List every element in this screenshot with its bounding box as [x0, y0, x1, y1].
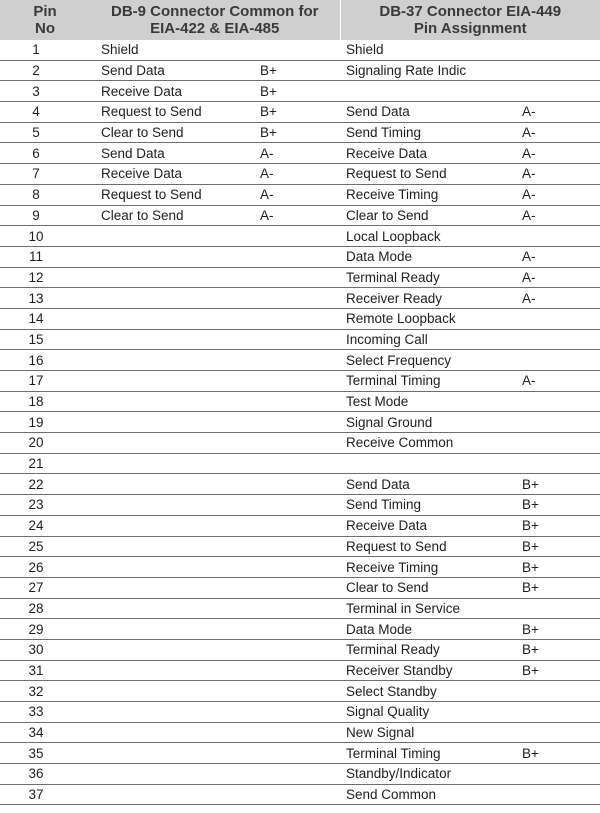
db9-connector-header [90, 0, 340, 40]
db9-polarity-cell [250, 453, 340, 474]
pin-number-cell: 10 [0, 226, 90, 247]
db9-signal-cell [90, 246, 250, 267]
db37-signal-cell: Terminal Ready [340, 267, 518, 288]
db9-signal-cell [90, 557, 250, 578]
pin-number-cell: 29 [0, 619, 90, 640]
db37-polarity-cell: A- [518, 246, 600, 267]
pin-number-cell: 17 [0, 371, 90, 392]
pin-number-cell: 12 [0, 267, 90, 288]
db9-signal-cell: Clear to Send [90, 205, 250, 226]
table-row [0, 660, 600, 681]
pin-number-cell: 19 [0, 412, 90, 433]
db37-polarity-cell [518, 453, 600, 474]
pin-number-cell: 21 [0, 453, 90, 474]
db9-signal-cell [90, 577, 250, 598]
db37-signal-cell: Remote Loopback [340, 308, 518, 329]
db37-signal-cell: Request to Send [340, 536, 518, 557]
db37-polarity-cell: B+ [518, 557, 600, 578]
db37-signal-cell [340, 81, 518, 102]
pin-number-cell: 9 [0, 205, 90, 226]
db37-signal-cell: Request to Send [340, 164, 518, 185]
db9-signal-cell: Shield [90, 40, 250, 60]
db37-signal-cell: Clear to Send [340, 205, 518, 226]
db9-polarity-cell: A- [250, 205, 340, 226]
db37-polarity-cell [518, 350, 600, 371]
db37-signal-cell: Receiver Standby [340, 660, 518, 681]
db37-connector-header [340, 0, 600, 40]
db9-polarity-cell [250, 577, 340, 598]
pin-number-cell: 22 [0, 474, 90, 495]
db9-signal-cell [90, 433, 250, 454]
db37-signal-cell: Send Timing [340, 495, 518, 516]
db9-polarity-cell [250, 226, 340, 247]
db9-signal-cell [90, 619, 250, 640]
pin-number-cell: 7 [0, 164, 90, 185]
db37-polarity-cell: B+ [518, 577, 600, 598]
db37-polarity-cell: B+ [518, 536, 600, 557]
db37-polarity-cell: A- [518, 102, 600, 123]
table-row [0, 122, 600, 143]
table-row [0, 515, 600, 536]
db37-polarity-cell: B+ [518, 474, 600, 495]
pin-number-cell: 31 [0, 660, 90, 681]
pin-number-cell: 4 [0, 102, 90, 123]
db9-polarity-cell [250, 495, 340, 516]
pin-number-cell: 1 [0, 40, 90, 60]
db37-polarity-cell [518, 412, 600, 433]
pin-number-cell: 5 [0, 122, 90, 143]
pin-number-cell: 16 [0, 350, 90, 371]
pin-number-cell: 32 [0, 681, 90, 702]
table-row [0, 40, 600, 60]
table-row [0, 308, 600, 329]
db37-polarity-cell: A- [518, 164, 600, 185]
table-row [0, 474, 600, 495]
pin-number-cell: 2 [0, 60, 90, 81]
pin-number-cell: 13 [0, 288, 90, 309]
db9-polarity-cell [250, 474, 340, 495]
db9-polarity-cell: B+ [250, 102, 340, 123]
db9-signal-cell [90, 308, 250, 329]
pin-number-cell: 23 [0, 495, 90, 516]
db9-polarity-cell [250, 433, 340, 454]
db37-signal-cell: Terminal in Service [340, 598, 518, 619]
db37-signal-cell [340, 453, 518, 474]
pin-number-cell: 28 [0, 598, 90, 619]
table-row [0, 391, 600, 412]
db37-signal-cell: Signal Ground [340, 412, 518, 433]
db37-signal-cell: Select Frequency [340, 350, 518, 371]
db37-polarity-cell: A- [518, 267, 600, 288]
db37-signal-cell: Incoming Call [340, 329, 518, 350]
db9-polarity-cell [250, 743, 340, 764]
db9-signal-cell [90, 660, 250, 681]
db37-connector-header-text: DB-37 Connector EIA-449 Pin Assignment [379, 3, 562, 37]
table-row [0, 205, 600, 226]
db37-polarity-cell [518, 598, 600, 619]
table-row [0, 702, 600, 723]
db37-signal-cell: Data Mode [340, 246, 518, 267]
db37-signal-cell: Local Loopback [340, 226, 518, 247]
db37-signal-cell: Receive Timing [340, 184, 518, 205]
db9-polarity-cell [250, 598, 340, 619]
table-row [0, 102, 600, 123]
db37-signal-cell: Clear to Send [340, 577, 518, 598]
db37-signal-cell: Receive Data [340, 515, 518, 536]
db9-signal-cell: Request to Send [90, 102, 250, 123]
pin-number-cell: 24 [0, 515, 90, 536]
db9-polarity-cell [250, 371, 340, 392]
db37-polarity-cell: B+ [518, 495, 600, 516]
db9-signal-cell [90, 722, 250, 743]
db37-polarity-cell [518, 681, 600, 702]
pin-number-cell: 35 [0, 743, 90, 764]
db9-signal-cell [90, 288, 250, 309]
table-row [0, 557, 600, 578]
table-row [0, 371, 600, 392]
pin-number-cell: 27 [0, 577, 90, 598]
db9-signal-cell [90, 515, 250, 536]
pin-number-cell: 34 [0, 722, 90, 743]
db9-signal-cell [90, 371, 250, 392]
db37-polarity-cell [518, 702, 600, 723]
db37-signal-cell: Terminal Ready [340, 639, 518, 660]
db9-polarity-cell [250, 536, 340, 557]
pin-number-cell: 25 [0, 536, 90, 557]
db37-polarity-cell: A- [518, 205, 600, 226]
db9-signal-cell [90, 412, 250, 433]
table-row [0, 577, 600, 598]
db9-polarity-cell: A- [250, 143, 340, 164]
db37-polarity-cell [518, 60, 600, 81]
db9-signal-cell: Request to Send [90, 184, 250, 205]
table-row [0, 495, 600, 516]
db37-polarity-cell [518, 329, 600, 350]
pin-number-cell: 8 [0, 184, 90, 205]
db37-signal-cell: Send Timing [340, 122, 518, 143]
db9-signal-cell [90, 350, 250, 371]
db9-signal-cell [90, 743, 250, 764]
db37-signal-cell: Terminal Timing [340, 743, 518, 764]
table-row [0, 60, 600, 81]
db9-polarity-cell [250, 288, 340, 309]
db9-signal-cell: Send Data [90, 60, 250, 81]
db37-polarity-cell [518, 764, 600, 785]
db9-polarity-cell [250, 350, 340, 371]
db37-signal-cell: Receiver Ready [340, 288, 518, 309]
db9-signal-cell: Send Data [90, 143, 250, 164]
db37-signal-cell: Shield [340, 40, 518, 60]
db9-polarity-cell [250, 267, 340, 288]
db37-polarity-cell: A- [518, 288, 600, 309]
table-row [0, 164, 600, 185]
table-row [0, 81, 600, 102]
table-row [0, 184, 600, 205]
db9-connector-header-text: DB-9 Connector Common for EIA-422 & EIA-485 [111, 3, 319, 37]
db9-polarity-cell: A- [250, 184, 340, 205]
table-row [0, 743, 600, 764]
pin-number-cell: 37 [0, 784, 90, 805]
db37-polarity-cell [518, 391, 600, 412]
db9-polarity-cell [250, 619, 340, 640]
db9-signal-cell [90, 536, 250, 557]
db37-polarity-cell [518, 308, 600, 329]
db9-signal-cell [90, 391, 250, 412]
db37-signal-cell: Standby/Indicator [340, 764, 518, 785]
db37-polarity-cell: B+ [518, 515, 600, 536]
db9-signal-cell: Receive Data [90, 164, 250, 185]
db9-polarity-cell: B+ [250, 81, 340, 102]
db9-polarity-cell [250, 660, 340, 681]
db37-signal-cell: Send Data [340, 474, 518, 495]
pin-number-cell: 33 [0, 702, 90, 723]
db37-signal-cell: New Signal [340, 722, 518, 743]
db37-polarity-cell: A- [518, 371, 600, 392]
table-row [0, 639, 600, 660]
db37-signal-cell: Receive Common [340, 433, 518, 454]
table-row [0, 143, 600, 164]
db37-polarity-cell [518, 722, 600, 743]
db37-signal-cell: Signal Quality [340, 702, 518, 723]
db9-signal-cell [90, 784, 250, 805]
db9-polarity-cell [250, 308, 340, 329]
db37-signal-cell: Terminal Timing [340, 371, 518, 392]
db9-polarity-cell [250, 40, 340, 60]
db9-signal-cell [90, 764, 250, 785]
db9-polarity-cell: A- [250, 164, 340, 185]
db37-polarity-cell [518, 433, 600, 454]
pin-number-cell: 36 [0, 764, 90, 785]
db37-polarity-cell [518, 81, 600, 102]
db37-polarity-cell: B+ [518, 660, 600, 681]
db9-polarity-cell [250, 784, 340, 805]
header-row [0, 0, 600, 40]
db37-signal-cell: Signaling Rate Indic [340, 60, 518, 81]
db9-polarity-cell [250, 246, 340, 267]
db9-polarity-cell [250, 702, 340, 723]
db9-signal-cell [90, 329, 250, 350]
table-row [0, 764, 600, 785]
db9-polarity-cell [250, 515, 340, 536]
table-row [0, 329, 600, 350]
db37-signal-cell: Receive Timing [340, 557, 518, 578]
db9-signal-cell [90, 453, 250, 474]
pin-number-header-text: Pin No [33, 3, 57, 37]
db9-signal-cell [90, 226, 250, 247]
db37-polarity-cell: A- [518, 184, 600, 205]
table-row [0, 433, 600, 454]
db9-polarity-cell [250, 391, 340, 412]
db37-signal-cell: Test Mode [340, 391, 518, 412]
db37-polarity-cell: B+ [518, 639, 600, 660]
db9-polarity-cell [250, 412, 340, 433]
pin-number-cell: 6 [0, 143, 90, 164]
db9-signal-cell [90, 681, 250, 702]
table-row [0, 288, 600, 309]
pin-number-cell: 18 [0, 391, 90, 412]
db37-signal-cell: Select Standby [340, 681, 518, 702]
db9-signal-cell [90, 474, 250, 495]
table-row [0, 453, 600, 474]
db9-polarity-cell: B+ [250, 122, 340, 143]
table-row [0, 226, 600, 247]
pin-number-cell: 11 [0, 246, 90, 267]
pin-number-cell: 26 [0, 557, 90, 578]
db37-polarity-cell: B+ [518, 619, 600, 640]
table-row [0, 267, 600, 288]
db9-signal-cell: Clear to Send [90, 122, 250, 143]
db37-signal-cell: Receive Data [340, 143, 518, 164]
table-row [0, 246, 600, 267]
db9-signal-cell [90, 495, 250, 516]
table-row [0, 536, 600, 557]
db9-polarity-cell [250, 764, 340, 785]
db9-signal-cell [90, 267, 250, 288]
db37-polarity-cell [518, 40, 600, 60]
pin-number-header [0, 0, 90, 40]
db9-signal-cell: Receive Data [90, 81, 250, 102]
db37-signal-cell: Send Data [340, 102, 518, 123]
db37-polarity-cell: A- [518, 122, 600, 143]
table-row [0, 619, 600, 640]
db37-signal-cell: Data Mode [340, 619, 518, 640]
db37-signal-cell: Send Common [340, 784, 518, 805]
table-row [0, 350, 600, 371]
pin-number-cell: 15 [0, 329, 90, 350]
db9-signal-cell [90, 639, 250, 660]
db37-polarity-cell [518, 226, 600, 247]
db9-polarity-cell [250, 329, 340, 350]
db9-polarity-cell [250, 722, 340, 743]
db37-polarity-cell: A- [518, 143, 600, 164]
db9-polarity-cell [250, 557, 340, 578]
db9-signal-cell [90, 598, 250, 619]
table-row [0, 598, 600, 619]
db37-polarity-cell [518, 784, 600, 805]
table-row [0, 722, 600, 743]
db9-polarity-cell [250, 639, 340, 660]
pin-number-cell: 14 [0, 308, 90, 329]
table-row [0, 784, 600, 805]
pin-number-cell: 30 [0, 639, 90, 660]
db37-polarity-cell: B+ [518, 743, 600, 764]
pin-number-cell: 20 [0, 433, 90, 454]
db9-signal-cell [90, 702, 250, 723]
table-row [0, 681, 600, 702]
db9-polarity-cell: B+ [250, 60, 340, 81]
table-row [0, 412, 600, 433]
db9-polarity-cell [250, 681, 340, 702]
pin-number-cell: 3 [0, 81, 90, 102]
table-body [0, 40, 600, 805]
